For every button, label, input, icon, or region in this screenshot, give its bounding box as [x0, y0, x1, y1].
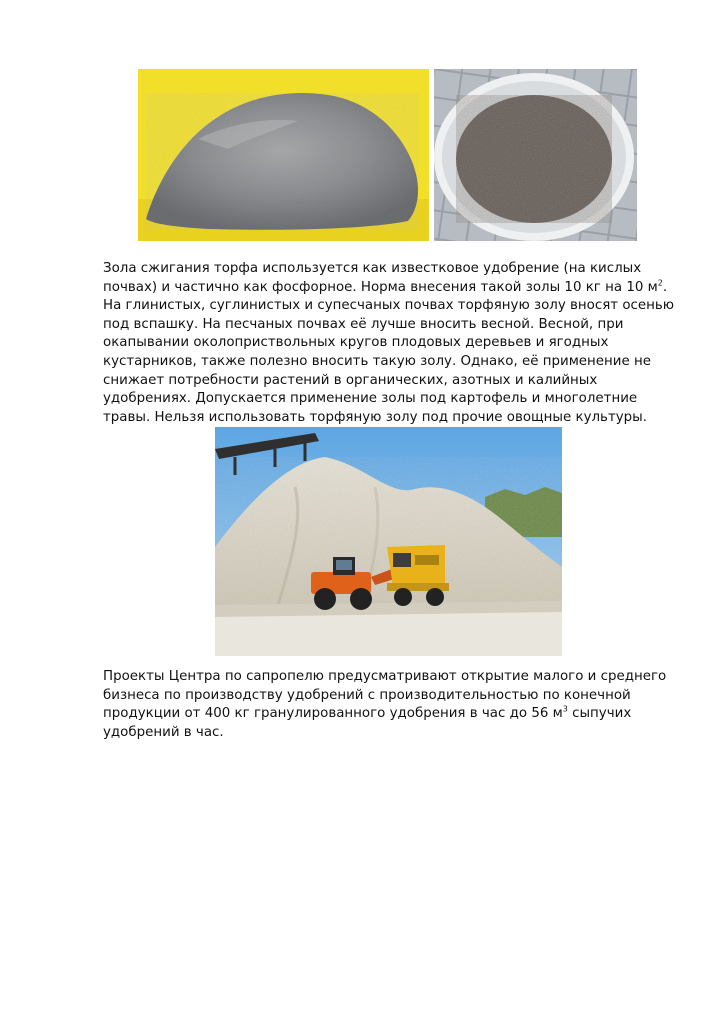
text-line: почвах) и частично как фосфорное. Норма внесения такой золы 10 кг на 10 $м^2$. [103, 278, 668, 295]
text-line: Проекты Центра по сапропелю предусматривают открытие малого и среднего [103, 669, 667, 684]
text-line: удобрениях. Допускается применение золы под картофель и многолетние [103, 391, 638, 407]
quarry-image [215, 427, 562, 656]
text-line: под вспашку. На песчаных почвах её лучше вносить весной. Весной, при [103, 316, 624, 332]
ash-bowl-image [434, 69, 637, 241]
superscript: 2 [657, 278, 663, 288]
ash-powder-image [138, 69, 429, 241]
text-line: бизнеса по производству удобрений с производительностью по конечной [103, 687, 631, 703]
text-line: травы. Нельзя использовать торфяную золу под прочие овощные культуры. [103, 409, 648, 425]
text-line: продукции от 400 кг гранулированного удобрения в час до 56 $м^3$ сыпучих [103, 704, 632, 722]
text-line: кустарников, также полезно вносить такую золу. Однако, её применение не [103, 353, 651, 369]
ash-powder-photo [138, 69, 429, 241]
text-line: окапывании околоприствольных кругов плодовых деревьев и ягодных [103, 335, 609, 351]
ash-bowl-photo [434, 69, 637, 241]
text-line: На глинистых, суглинистых и супесчаных почвах торфяную золу вносят осенью [103, 298, 675, 314]
text-line: Зола сжигания торфа используется как известковое удобрение (на кислых [103, 261, 642, 276]
text-line: снижает потребности растений в органических, азотных и калийных [103, 372, 598, 388]
superscript: 3 [562, 704, 568, 714]
text-line: удобрений в час. [103, 724, 224, 740]
paragraph-sapropel-projects [103, 668, 673, 742]
quarry-photo [215, 427, 562, 656]
paragraph-peat-ash-usage [103, 260, 673, 427]
